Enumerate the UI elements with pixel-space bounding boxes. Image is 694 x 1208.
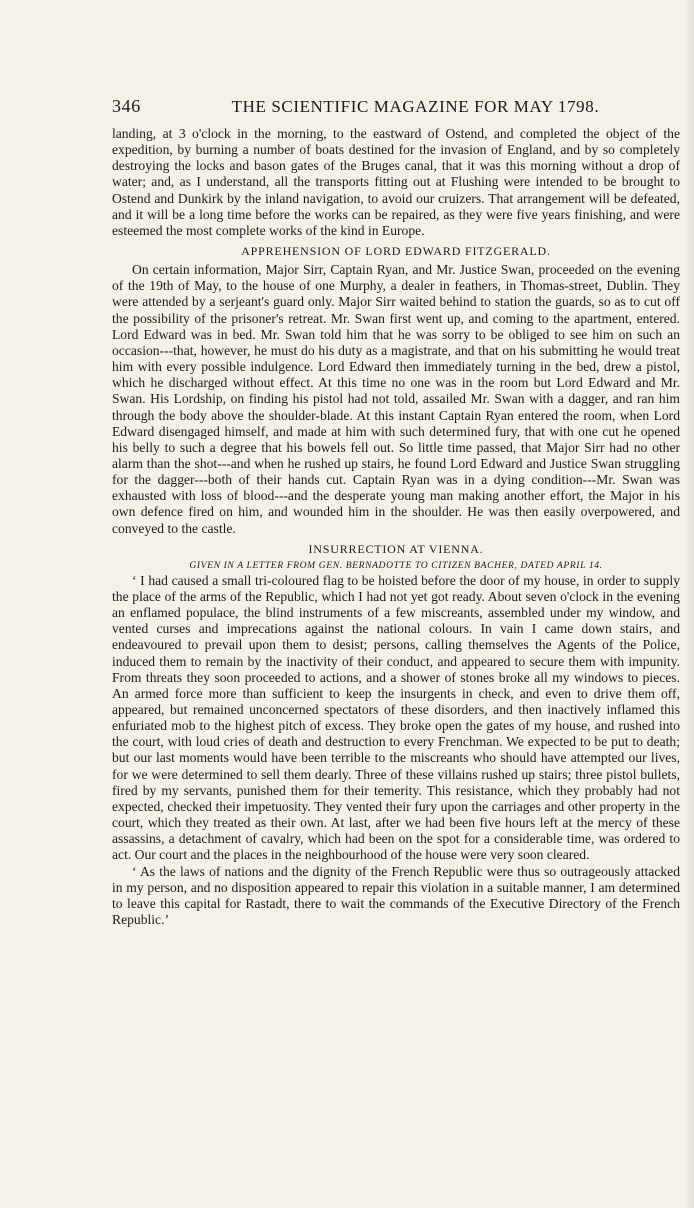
vienna-subheading: GIVEN IN A LETTER FROM GEN. BERNADOTTE TO CITIZEN BACHER, DATED APRIL 14.	[189, 559, 603, 571]
magazine-page	[112, 96, 680, 928]
section-heading-fitzgerald: APPREHENSION OF LORD EDWARD FITZGERALD.	[241, 244, 551, 259]
page-binding-edge	[684, 0, 694, 1208]
magazine-title: THE SCIENTIFIC MAGAZINE FOR MAY 1798.	[231, 97, 600, 116]
vienna-paragraph-1: ‘ I had caused a small tri-coloured flag to be hoisted before the door of my house, in order to supply the place of the arms of the Republic, which I had not yet got ready. About seven o'clock in the evening an enflamed populace, the blind instruments of a few miscreants, assembled under my window, and vented curses and imprecations against the national colours. In vain I came down stairs, and endeavoured to prevail upon them to desist; persons, calling themselves the Agents of the Police, induced them to remain by the inactivity of their conduct, and appeared to secure them with impunity. From threats they soon proceeded to actions, and a shower of stones broke all my windows to pieces. An armed force more than sufficient to keep the insurgents in check, and even to drive them off, appeared, but remained unconcerned spectators of these disorders, and then inactively inflamed this enfuriated mob to the highest pitch of excess. They broke open the gates of my house, and rushed into the court, with loud cries of death and destruction to every Frenchman. We expected to be put to death; but our last moments would have been terrible to the miscreants who should have attempted our lives, for we were determined to sell them dearly. Three of these villains rushed up stairs; three pistol bullets, fired by my servants, punished them for their temerity. This resistance, which they probably had not expected, checked their impetuosity. They vented their fury upon the carriages and other property in the court, which they treated as their own. At last, after we had been five hours left at the mercy of these assassins, a detachment of cavalry, which had been on the spot for a considerable time, was ordered to act. Our court and the places in the neighbourhood of the house were very soon cleared.	[112, 572, 680, 863]
running-head	[112, 96, 680, 117]
page-number: 346	[112, 96, 141, 116]
vienna-paragraph-2: ‘ As the laws of nations and the dignity of the French Republic were thus so outrageously attacked in my person, and no disposition appeared to repair this violation in a suitable manner, I am determined to leave this capital for Rastadt, there to wait the commands of the Executive Directory of the French Republic.’	[112, 863, 680, 928]
intro-paragraph: landing, at 3 o'clock in the morning, to the eastward of Ostend, and completed the object of the expedition, by burning a number of boats destined for the invasion of England, and by so completely destroying the locks and bason gates of the Bruges canal, that it was this morning without a drop of water; and, as I understand, all the transports fitting out at Flushing were intended to be brought to Ostend and Dunkirk by the inland navigation, to avoid our cruizers. That arrangement will be defeated, and it will be a long time before the works can be repaired, as they were five years finishing, and were esteemed the most complete works of the kind in Europe.	[112, 126, 680, 238]
section-heading-vienna: INSURRECTION AT VIENNA.	[308, 541, 484, 556]
fitzgerald-paragraph: On certain information, Major Sirr, Captain Ryan, and Mr. Justice Swan, proceeded on the evening of the 19th of May, to the house of one Murphy, a dealer in feathers, in Thomas-street, Dublin. They were attended by a serjeant's guard only. Major Sirr waited behind to station the guards, so as to cut off the possibility of the prisoner's retreat. Mr. Swan first went up, and coming to the apartment, entered. Lord Edward was in bed. Mr. Swan told him that he was sorry to be obliged to see him on such an occasion---that, however, he must do his duty as a magistrate, and that on his submitting he would treat him with every possible indulgence. Lord Edward then immediately turning in the bed, drew a pistol, which he discharged without effect. At this time no one was in the room but Lord Edward and Mr. Swan. His Lordship, on finding his pistol had not told, assailed Mr. Swan with a dagger, and ran him through the body above the shoulder-blade. At this instant Captain Ryan entered the room, when Lord Edward disengaged himself, and made at him with such determined fury, that with one cut he opened his belly to such a degree that his bowels fell out. So little time passed, that Major Sirr had no other alarm than the shot---and when he rushed up stairs, he found Lord Edward and Justice Swan struggling for the dagger---both of their hands cut. Captain Ryan was in a dying condition---Mr. Swan was exhausted with loss of blood---and the desperate young man making another effort, the Major in his own defence fired on him, and wounded him in the shoulder. He was then easily overpowered, and conveyed to the castle.	[112, 262, 680, 536]
